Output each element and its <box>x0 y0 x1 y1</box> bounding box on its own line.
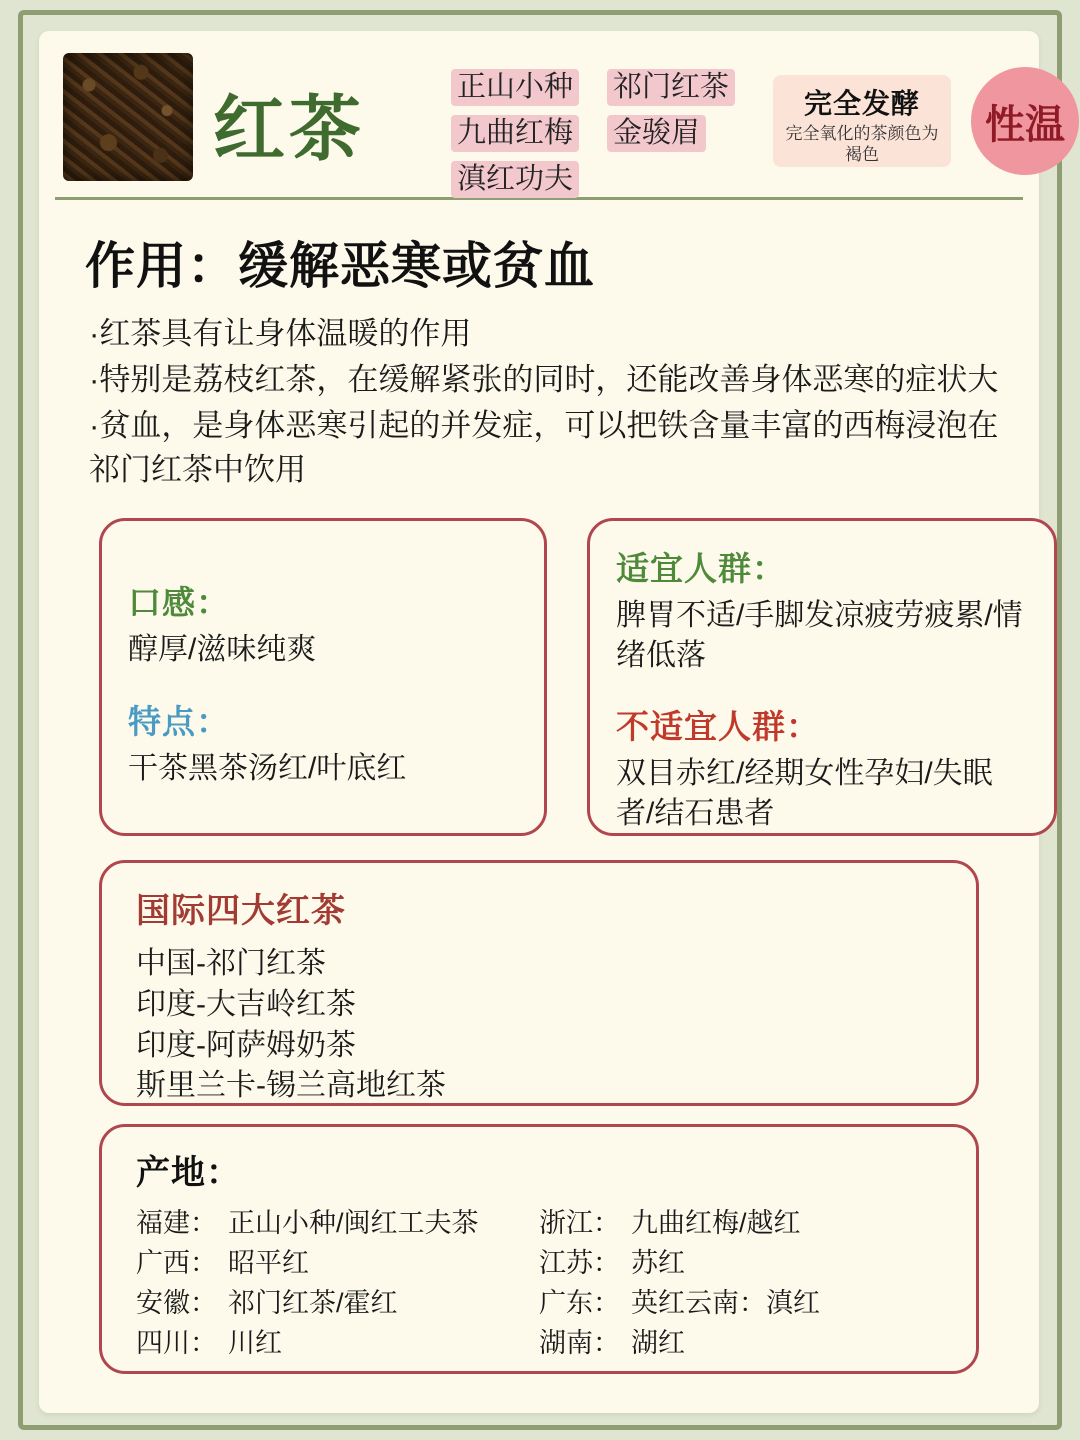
feature-label: 特点： <box>128 702 230 740</box>
variety-tag: 九曲红梅 <box>451 115 579 152</box>
international-card <box>99 860 979 1106</box>
effect-bullet: ·贫血，是身体恶寒引起的并发症，可以把铁含量丰富的西梅浸泡在祁门红茶中饮用 <box>89 408 999 488</box>
list-item <box>136 1284 539 1324</box>
taste-value: 醇厚/滋味纯爽 <box>128 633 317 667</box>
poster-card <box>39 31 1065 1413</box>
fermentation-box <box>773 75 951 167</box>
origin-teas: 昭平红 <box>228 1248 309 1279</box>
origin-teas: 湖红 <box>631 1327 685 1358</box>
nature-badge: 性温 <box>971 67 1079 175</box>
crowd-card <box>587 518 1057 836</box>
variety-list-column-2 <box>607 69 757 161</box>
unsuitable-crowd-label: 不适宜人群： <box>616 708 820 746</box>
info-cards-row <box>87 518 1023 836</box>
list-item: 斯里兰卡-锡兰高地红茶 <box>136 1069 446 1103</box>
list-item: 印度-大吉岭红茶 <box>136 987 356 1021</box>
variety-list-column-1 <box>451 69 601 207</box>
origin-column-left <box>136 1204 539 1364</box>
list-item <box>539 1284 942 1324</box>
origin-region: 广东： <box>539 1287 620 1318</box>
origin-teas: 祁门红茶/霍红 <box>228 1287 398 1318</box>
origin-region: 福建： <box>136 1208 217 1239</box>
fermentation-title: 完全发酵 <box>803 88 920 119</box>
poster-header <box>55 45 1065 200</box>
origin-region: 四川： <box>136 1327 217 1358</box>
poster-frame <box>18 10 1065 1430</box>
origin-teas: 苏红 <box>631 1248 685 1279</box>
page-title: 红茶 <box>213 87 366 171</box>
black-tea-photo <box>63 53 193 181</box>
origin-region: 安徽： <box>136 1287 217 1318</box>
suitable-crowd-label: 适宜人群： <box>616 550 786 588</box>
list-item <box>136 1244 539 1284</box>
effect-bullet: ·红茶具有让身体温暖的作用 <box>89 316 472 351</box>
list-item <box>539 1324 942 1364</box>
international-title: 国际四大红茶 <box>136 892 346 931</box>
list-item <box>539 1204 942 1244</box>
taste-label: 口感： <box>128 584 230 622</box>
origin-title: 产地： <box>136 1154 241 1193</box>
fermentation-subtitle: 完全氧化的茶颜色为褐色 <box>785 124 939 166</box>
variety-tag: 金骏眉 <box>607 115 706 152</box>
list-item <box>539 1244 942 1284</box>
origin-teas: 川红 <box>228 1327 282 1358</box>
origin-columns <box>136 1204 942 1364</box>
list-item <box>136 1204 539 1244</box>
variety-tag: 滇红功夫 <box>451 161 579 198</box>
origin-teas: 英红云南：滇红 <box>631 1287 820 1318</box>
origin-region: 湖南： <box>539 1327 620 1358</box>
effect-title: 作用：缓解恶寒或贫血 <box>85 238 595 294</box>
effect-bullets <box>89 312 1005 492</box>
list-item: 中国-祁门红茶 <box>136 947 326 981</box>
origin-region: 广西： <box>136 1248 217 1279</box>
origin-teas: 正山小种/闽红工夫茶 <box>228 1208 479 1239</box>
feature-value: 干茶黑茶汤红/叶底红 <box>128 751 407 785</box>
origin-teas: 九曲红梅/越红 <box>631 1208 801 1239</box>
suitable-crowd-value: 脾胃不适/手脚发凉疲劳疲累/情绪低落 <box>616 599 1023 672</box>
list-item: 印度-阿萨姆奶茶 <box>136 1028 356 1062</box>
variety-tag: 祁门红茶 <box>607 69 735 106</box>
variety-tag: 正山小种 <box>451 69 579 106</box>
origin-column-right <box>539 1204 942 1364</box>
taste-card <box>99 518 547 836</box>
effect-bullet: ·特别是荔枝红茶，在缓解紧张的同时，还能改善身体恶寒的症状大 <box>89 362 999 398</box>
list-item <box>136 1324 539 1364</box>
unsuitable-crowd-value: 双目赤红/经期女性孕妇/失眠者/结石患者 <box>616 757 993 830</box>
international-list <box>136 944 942 1107</box>
origin-card <box>99 1124 979 1374</box>
origin-region: 江苏： <box>539 1248 620 1279</box>
origin-region: 浙江： <box>539 1208 620 1239</box>
